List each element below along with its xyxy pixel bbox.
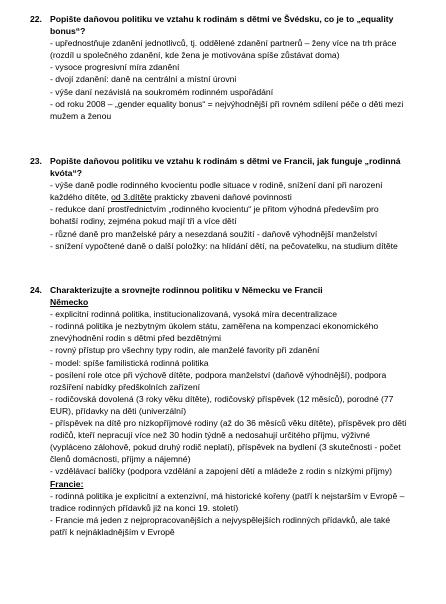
answer-line: (vypláceno zálohově, pokud druhý rodič neplatí), příspěvek na bydlení (3 skutečnosti - počet (50, 442, 401, 453)
answer-line: - výše daní nezávislá na soukromém rodinném uspořádání (50, 86, 274, 97)
question-title-line: Popište daňovou politiku ve vztahu k rodinám s dětmi ve Francii, jak funguje „rodinná (50, 156, 401, 166)
section-heading-france: Francie: (50, 478, 84, 489)
answer-text: každého dítěte, (50, 192, 112, 203)
answer-line: bohatší rodiny, zejména pokud mají tři a více dětí (50, 216, 237, 227)
underlined-text: od 3.dítěte (111, 192, 152, 203)
question-22-heading (30, 13, 438, 37)
question-24 (30, 284, 438, 538)
question-23 (30, 155, 438, 252)
answer-line: rodičů, kteří nepracují více než 30 hodin týdně a nedosahují určitého příjmu, výživné (50, 430, 371, 441)
answer-line: - redukce daní prostřednictvím „rodinného kvocientu“ je přitom výhodná především pro (50, 204, 379, 215)
answer-line: (rozdíl u společného zdanění, kde žena je motivována spíše zůstávat doma) (50, 50, 340, 61)
answer-line: - model: spíše familistická rodinná politika (50, 357, 209, 368)
question-number: 24. (30, 285, 42, 295)
answer-line: - rodinná politika je explicitní a extenzivní, má historické kořeny (patří k nejstarším v Evropě – (50, 490, 405, 501)
answer-line: - Francie má jeden z nejpropracovanějších a nejvyspělejších rodinných přídavků, ale také (50, 514, 391, 525)
question-title-line: bonus“? (50, 26, 86, 37)
answer-line: - posílení role otce při výchově dítěte, podpora manželství (daňově výhodnější), podpora (50, 369, 387, 380)
answer-22 (50, 37, 438, 122)
answer-text: prakticky zbaveni daňové povinnosti (151, 192, 292, 203)
answer-line: - příspěvek na dítě pro nízkopříjmové rodiny (až do 36 měsíců věku dítěte), příspěvek pro děti (50, 418, 407, 429)
answer-23 (50, 179, 438, 252)
answer-line: mužem a ženou (50, 110, 112, 121)
question-24-heading (30, 284, 438, 296)
question-title (50, 13, 438, 37)
answer-line: - upřednostňuje zdanění jednotlivců, tj. oddělené zdanění partnerů – ženy více na trh práce (50, 38, 397, 49)
section-heading-germany: Německo (50, 297, 89, 308)
answer-line: členů domácnosti, příjmy a nájemné) (50, 454, 191, 465)
question-title-line: Charakterizujte a srovnejte rodinnou politiku v Německu ve Francii (50, 285, 323, 295)
answer-line: EUR), přídavky na děti (univerzální) (50, 405, 187, 416)
answer-line: - výše daně podle rodinného kvocientu podle situace v rodině, snížení daní při narození (50, 180, 383, 191)
answer-line: rozšíření nabídky předškolních zařízení (50, 381, 200, 392)
question-number: 23. (30, 156, 42, 166)
question-title (50, 284, 438, 296)
answer-line: - explicitní rodinná politika, institucionalizovaná, vysoká míra decentralizace (50, 309, 338, 320)
question-title-line: kvóta“? (50, 168, 82, 179)
answer-line: - rodičovská dovolená (3 roky věku dítěte), rodičovský příspěvek (12 měsíců), porodné (77 (50, 393, 394, 404)
answer-line: tradice rodinných přídavků již na konci 19. století) (50, 502, 239, 513)
answer-24 (50, 296, 438, 538)
question-title-line: Popište daňovou politiku ve vztahu k rodinám s dětmi ve Švédsku, co je to „equality (50, 14, 394, 24)
answer-line: - od roku 2008 – „gender equality bonus“ = nejvýhodnější při rovném sdílení péče o děti mezi (50, 98, 404, 109)
answer-line: - rodinná politika je nezbytným úkolem státu, zaměřena na kompenzaci ekonomického (50, 321, 379, 332)
question-number: 22. (30, 14, 42, 24)
answer-line: - snížení vypočtené daně o další položky: na hlídání dětí, na pečovatelku, na studium dítěte (50, 240, 398, 251)
answer-line: - vzdělávací balíčky (podpora vzdělání a zapojení dětí a mládeže z rodin s nízkými příjmy) (50, 466, 392, 477)
answer-line: patří k nejnákladnějším v Evropě (50, 526, 175, 537)
question-23-heading (30, 155, 438, 179)
question-title (50, 155, 438, 179)
answer-line: znevýhodnění rodin s dětmi před bezdětnými (50, 333, 222, 344)
answer-line (50, 191, 438, 203)
answer-line: - vysoce progresivní míra zdanění (50, 62, 180, 73)
answer-line: - rovný přístup pro všechny typy rodin, ale manželé favority při zdanění (50, 345, 320, 356)
answer-line: - různé daně pro manželské páry a nesezdaná soužití - daňově výhodnější manželství (50, 228, 378, 239)
answer-line: - dvojí zdanění: daně na centrální a místní úrovni (50, 74, 237, 85)
question-22 (30, 13, 438, 122)
